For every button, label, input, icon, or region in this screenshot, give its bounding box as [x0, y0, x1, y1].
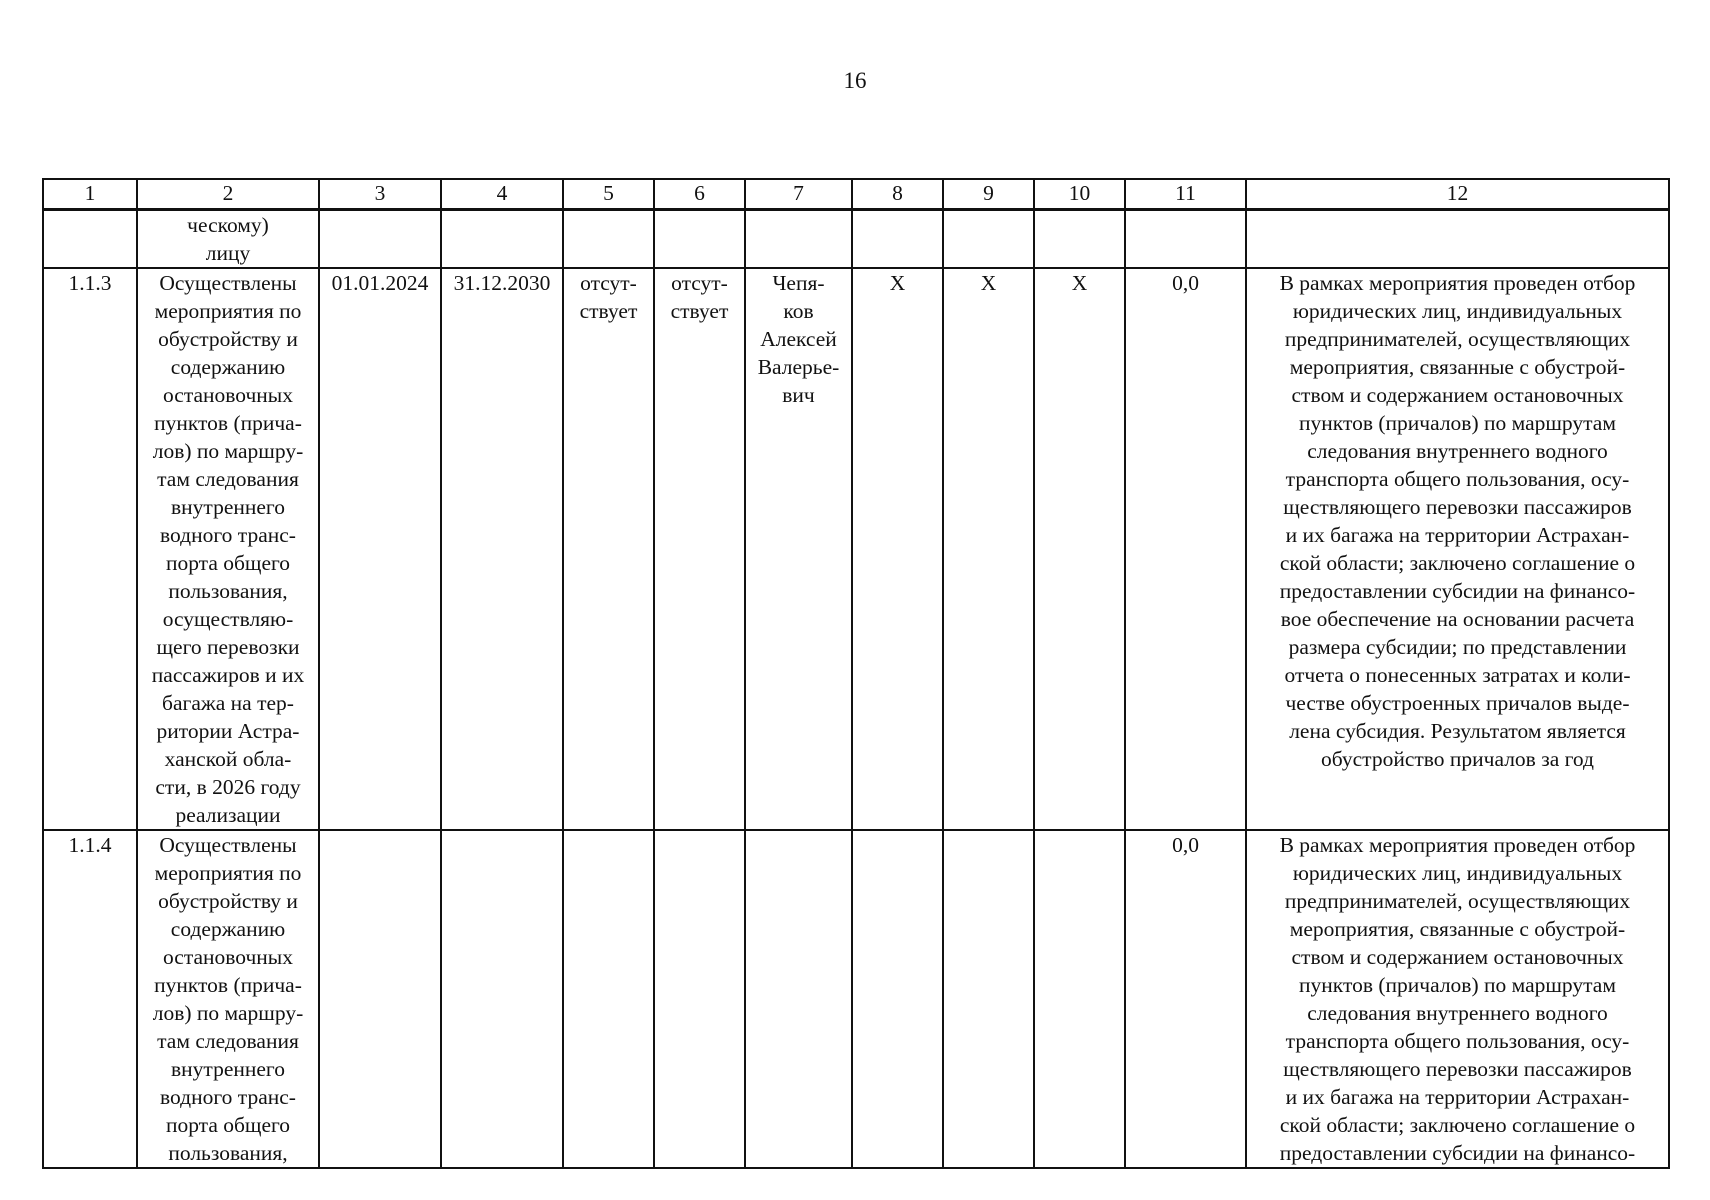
cell-description: В рамках мероприятия проведен отбор юридических лиц, индивидуальных предпринимателей, осуществляющих мероприятия, связанные с обустрой- ством и содержанием остановочных пунктов (причалов) по маршрутам следования внутреннего водного транспорта общего пользования, осу- ществляющего перевозки пассажиров и их багажа на территории Астрахан- ской области; заключено соглашение о предоставлении субсидии на финансо- вое обеспечение на основании расчета размера субсидии; по представлении отчета о понесенных затратах и коли- честве обустроенных причалов выде- лена субсидия. Результатом является обустройство причалов за год — [1246, 268, 1669, 830]
cell-start-date — [319, 210, 441, 269]
cell-col8 — [852, 830, 943, 1168]
column-header: 12 — [1246, 179, 1669, 210]
table-row-1-1-3 — [43, 268, 1669, 830]
cell-col6: отсут- ствует — [654, 268, 745, 830]
cell-description — [1246, 210, 1669, 269]
cell-col5 — [563, 210, 654, 269]
cell-responsible — [745, 830, 852, 1168]
column-header: 7 — [745, 179, 852, 210]
cell-activity-name: Осуществлены мероприятия по обустройству и содержанию остановочных пунктов (прича- лов) по маршру- там следования внутреннего водного транс- порта общего пользования, осуществляю- щего перевозки пассажиров и их багажа на тер- ритории Астра- ханской обла- сти, в 2026 году реализации — [137, 268, 319, 830]
cell-col6 — [654, 830, 745, 1168]
cell-col8: X — [852, 268, 943, 830]
cell-col6 — [654, 210, 745, 269]
cell-number: 1.1.4 — [43, 830, 137, 1168]
column-header: 5 — [563, 179, 654, 210]
column-header: 6 — [654, 179, 745, 210]
cell-col9 — [943, 210, 1034, 269]
column-header: 1 — [43, 179, 137, 210]
cell-number — [43, 210, 137, 269]
cell-col5 — [563, 830, 654, 1168]
cell-col9 — [943, 830, 1034, 1168]
cell-col8 — [852, 210, 943, 269]
cell-responsible — [745, 210, 852, 269]
cell-number: 1.1.3 — [43, 268, 137, 830]
table-row-1-1-4 — [43, 830, 1669, 1168]
column-number-header-row — [43, 179, 1669, 210]
cell-end-date: 31.12.2030 — [441, 268, 563, 830]
cell-col10 — [1034, 210, 1125, 269]
table-row-continuation — [43, 210, 1669, 269]
cell-col10 — [1034, 830, 1125, 1168]
column-header: 4 — [441, 179, 563, 210]
cell-col9: X — [943, 268, 1034, 830]
cell-value: 0,0 — [1125, 268, 1246, 830]
cell-value: 0,0 — [1125, 830, 1246, 1168]
activities-table — [42, 178, 1670, 1169]
column-header: 9 — [943, 179, 1034, 210]
column-header: 11 — [1125, 179, 1246, 210]
cell-start-date — [319, 830, 441, 1168]
column-header: 2 — [137, 179, 319, 210]
cell-responsible: Чепя- ков Алексей Валерье- вич — [745, 268, 852, 830]
cell-description: В рамках мероприятия проведен отбор юридических лиц, индивидуальных предпринимателей, осуществляющих мероприятия, связанные с обустрой- ством и содержанием остановочных пунктов (причалов) по маршрутам следования внутреннего водного транспорта общего пользования, осу- ществляющего перевозки пассажиров и их багажа на территории Астрахан- ской области; заключено соглашение о предоставлении субсидии на финансо- — [1246, 830, 1669, 1168]
cell-start-date: 01.01.2024 — [319, 268, 441, 830]
column-header: 3 — [319, 179, 441, 210]
cell-end-date — [441, 210, 563, 269]
column-header: 10 — [1034, 179, 1125, 210]
cell-activity-name: ческому) лицу — [137, 210, 319, 269]
page-number: 16 — [843, 68, 867, 93]
cell-col5: отсут- ствует — [563, 268, 654, 830]
cell-value — [1125, 210, 1246, 269]
cell-col10: X — [1034, 268, 1125, 830]
cell-end-date — [441, 830, 563, 1168]
column-header: 8 — [852, 179, 943, 210]
cell-activity-name: Осуществлены мероприятия по обустройству и содержанию остановочных пунктов (прича- лов) по маршру- там следования внутреннего водного транс- порта общего пользования, — [137, 830, 319, 1168]
